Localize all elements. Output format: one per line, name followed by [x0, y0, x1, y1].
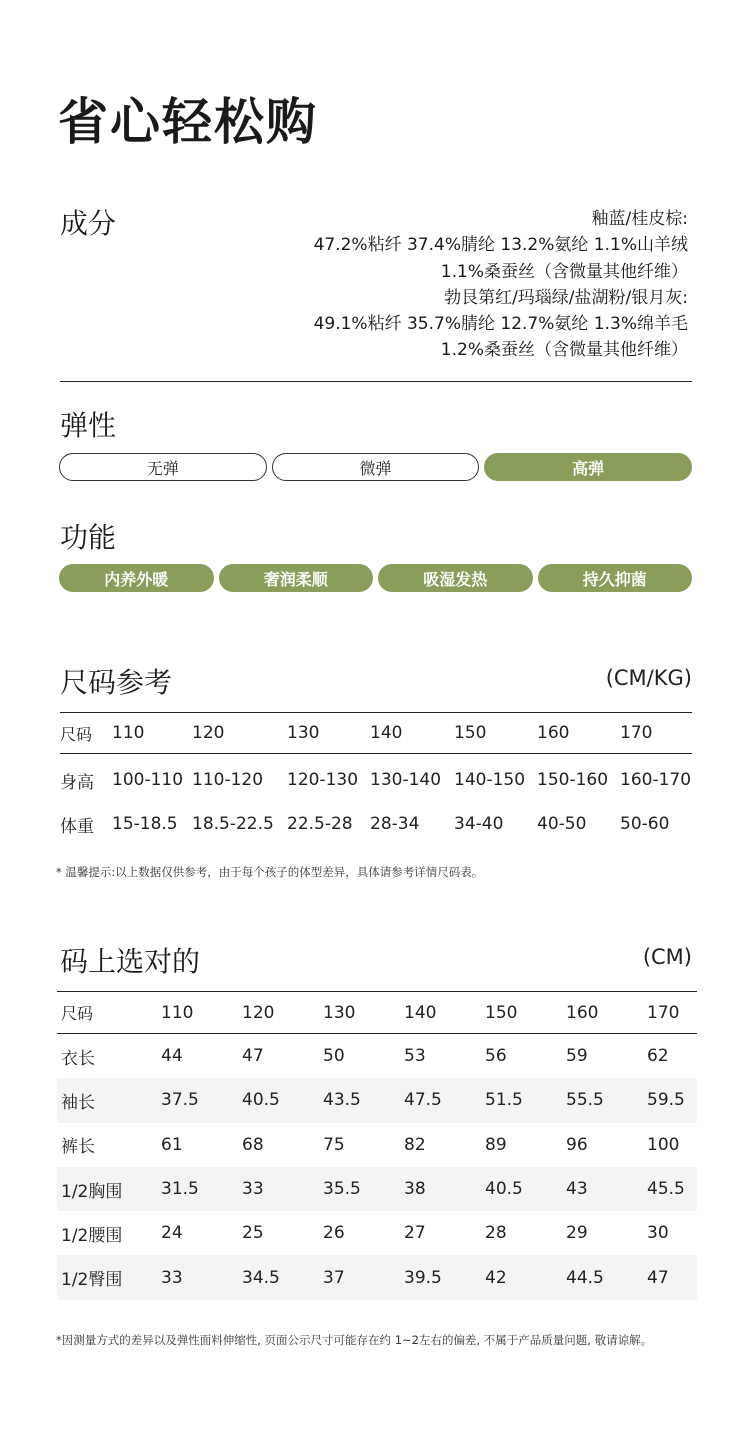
elasticity-heading: 弹性 — [60, 409, 117, 442]
header-cell: 120 — [192, 713, 287, 754]
header-cell: 140 — [404, 992, 485, 1034]
table-cell: 35.5 — [323, 1167, 404, 1211]
table-cell: 100 — [647, 1134, 680, 1155]
header-cell: 130 — [323, 992, 404, 1034]
header-cell: 170 — [647, 992, 697, 1034]
table-cell: 75 — [323, 1134, 345, 1155]
table-cell: 68 — [242, 1134, 264, 1155]
table-cell: 31.5 — [161, 1167, 242, 1211]
table-cell: 50-60 — [620, 814, 670, 834]
header-cell: 尺码 — [60, 713, 112, 754]
elasticity-options — [59, 453, 692, 481]
table-cell: 40-50 — [537, 814, 587, 834]
table-cell: 38 — [404, 1167, 485, 1211]
table-row — [57, 1255, 697, 1299]
table-cell: 55.5 — [566, 1078, 647, 1122]
table-cell: 59.5 — [647, 1078, 697, 1122]
table-cell: 24 — [161, 1223, 183, 1244]
size-reference-unit: (CM/KG) — [605, 666, 692, 690]
size-reference-heading: 尺码参考 — [60, 666, 173, 699]
row-label: 1/2胸围 — [57, 1167, 161, 1211]
table-cell: 39.5 — [404, 1255, 485, 1299]
size-chart-heading: 码上选对的 — [60, 945, 201, 978]
table-cell: 130-140 — [370, 770, 442, 790]
row-label: 1/2腰围 — [61, 1225, 123, 1246]
table-cell: 47 — [647, 1255, 697, 1299]
table-row — [57, 1123, 697, 1167]
header-cell: 160 — [566, 992, 647, 1034]
row-label: 体重 — [60, 816, 94, 837]
table-cell: 51.5 — [485, 1078, 566, 1122]
function-tags — [59, 564, 692, 592]
table-cell: 37.5 — [161, 1078, 242, 1122]
row-label: 袖长 — [57, 1078, 161, 1122]
table-cell: 43.5 — [323, 1078, 404, 1122]
table-cell: 37 — [323, 1255, 404, 1299]
composition-line: 47.2%粘纤 37.4%腈纶 13.2%氨纶 1.1%山羊绒 — [313, 235, 688, 256]
table-row — [60, 754, 692, 803]
table-cell: 140-150 — [454, 770, 526, 790]
size-chart-note: *因测量方式的差异以及弹性面料伸缩性, 页面公示尺寸可能存在约 1~2左右的偏差, 不属于产品质量问题, 敬请谅解。 — [56, 1333, 653, 1347]
table-cell: 33 — [161, 1255, 242, 1299]
table-cell: 59 — [566, 1046, 588, 1067]
header-cell: 110 — [112, 713, 192, 754]
table-cell: 44.5 — [566, 1255, 647, 1299]
composition-line: 49.1%粘纤 35.7%腈纶 12.7%氨纶 1.3%绵羊毛 — [313, 314, 688, 335]
table-cell: 47.5 — [404, 1078, 485, 1122]
composition-heading: 成分 — [60, 207, 117, 240]
table-cell: 150-160 — [537, 770, 609, 790]
function-tag: 奢润柔顺 — [219, 564, 374, 592]
table-cell: 42 — [485, 1255, 566, 1299]
header-cell: 140 — [370, 713, 454, 754]
composition-line: 勃艮第红/玛瑙绿/盐湖粉/银月灰: — [444, 287, 688, 308]
table-cell: 28-34 — [370, 814, 420, 834]
row-label: 衣长 — [61, 1048, 95, 1069]
table-cell: 43 — [566, 1167, 647, 1211]
table-row — [57, 1078, 697, 1122]
table-cell: 40.5 — [242, 1078, 323, 1122]
table-cell: 100-110 — [112, 770, 184, 790]
table-row — [60, 802, 692, 846]
table-cell: 96 — [566, 1134, 588, 1155]
table-cell: 18.5-22.5 — [192, 814, 274, 834]
header-cell: 170 — [620, 713, 692, 754]
table-cell: 62 — [647, 1046, 669, 1067]
function-tag: 内养外暖 — [59, 564, 214, 592]
function-tag: 持久抑菌 — [538, 564, 693, 592]
table-cell: 61 — [161, 1134, 183, 1155]
header-cell: 110 — [161, 992, 242, 1034]
size-chart-table — [57, 991, 697, 1300]
table-cell: 22.5-28 — [287, 814, 353, 834]
header-cell: 150 — [454, 713, 537, 754]
size-reference-note: * 温馨提示:以上数据仅供参考，由于每个孩子的体型差异，具体请参考详情尺码表。 — [56, 865, 484, 879]
table-cell: 26 — [323, 1223, 345, 1244]
elasticity-option-none: 无弹 — [59, 453, 267, 481]
section-divider — [60, 381, 692, 382]
row-label: 身高 — [60, 772, 94, 793]
table-cell: 25 — [242, 1223, 264, 1244]
table-cell: 29 — [566, 1223, 588, 1244]
header-cell: 尺码 — [57, 992, 161, 1034]
table-header-row — [57, 992, 697, 1034]
table-cell: 56 — [485, 1046, 507, 1067]
table-cell: 40.5 — [485, 1167, 566, 1211]
table-cell: 34.5 — [242, 1255, 323, 1299]
table-row — [57, 1034, 697, 1079]
composition-text — [314, 206, 688, 364]
composition-line: 釉蓝/桂皮棕: — [591, 209, 688, 229]
page-title: 省心轻松购 — [58, 93, 318, 151]
header-cell: 120 — [242, 992, 323, 1034]
table-cell: 50 — [323, 1046, 345, 1067]
table-cell: 44 — [161, 1046, 183, 1067]
table-header-row — [60, 713, 692, 754]
header-cell: 150 — [485, 992, 566, 1034]
table-cell: 47 — [242, 1046, 264, 1067]
table-cell: 34-40 — [454, 814, 504, 834]
table-cell: 28 — [485, 1223, 507, 1244]
table-cell: 30 — [647, 1223, 669, 1244]
elasticity-option-high: 高弹 — [484, 453, 692, 481]
table-cell: 89 — [485, 1134, 507, 1155]
table-cell: 45.5 — [647, 1167, 697, 1211]
header-cell: 160 — [537, 713, 620, 754]
size-reference-table — [60, 712, 692, 846]
elasticity-option-slight: 微弹 — [272, 453, 480, 481]
table-cell: 27 — [404, 1223, 426, 1244]
table-cell: 15-18.5 — [112, 814, 178, 834]
table-row — [57, 1167, 697, 1211]
function-tag: 吸湿发热 — [378, 564, 533, 592]
row-label: 1/2臀围 — [57, 1255, 161, 1299]
table-cell: 33 — [242, 1167, 323, 1211]
row-label: 裤长 — [61, 1137, 95, 1158]
table-cell: 82 — [404, 1134, 426, 1155]
composition-line: 1.1%桑蚕丝（含微量其他纤维） — [440, 261, 688, 282]
composition-line: 1.2%桑蚕丝（含微量其他纤维） — [440, 340, 688, 361]
size-chart-unit: (CM) — [642, 945, 692, 969]
functions-heading: 功能 — [60, 521, 117, 554]
table-cell: 110-120 — [192, 770, 264, 790]
table-cell: 160-170 — [620, 770, 692, 790]
header-cell: 130 — [287, 713, 370, 754]
table-cell: 53 — [404, 1046, 426, 1067]
table-cell: 120-130 — [287, 770, 359, 790]
table-row — [57, 1211, 697, 1255]
